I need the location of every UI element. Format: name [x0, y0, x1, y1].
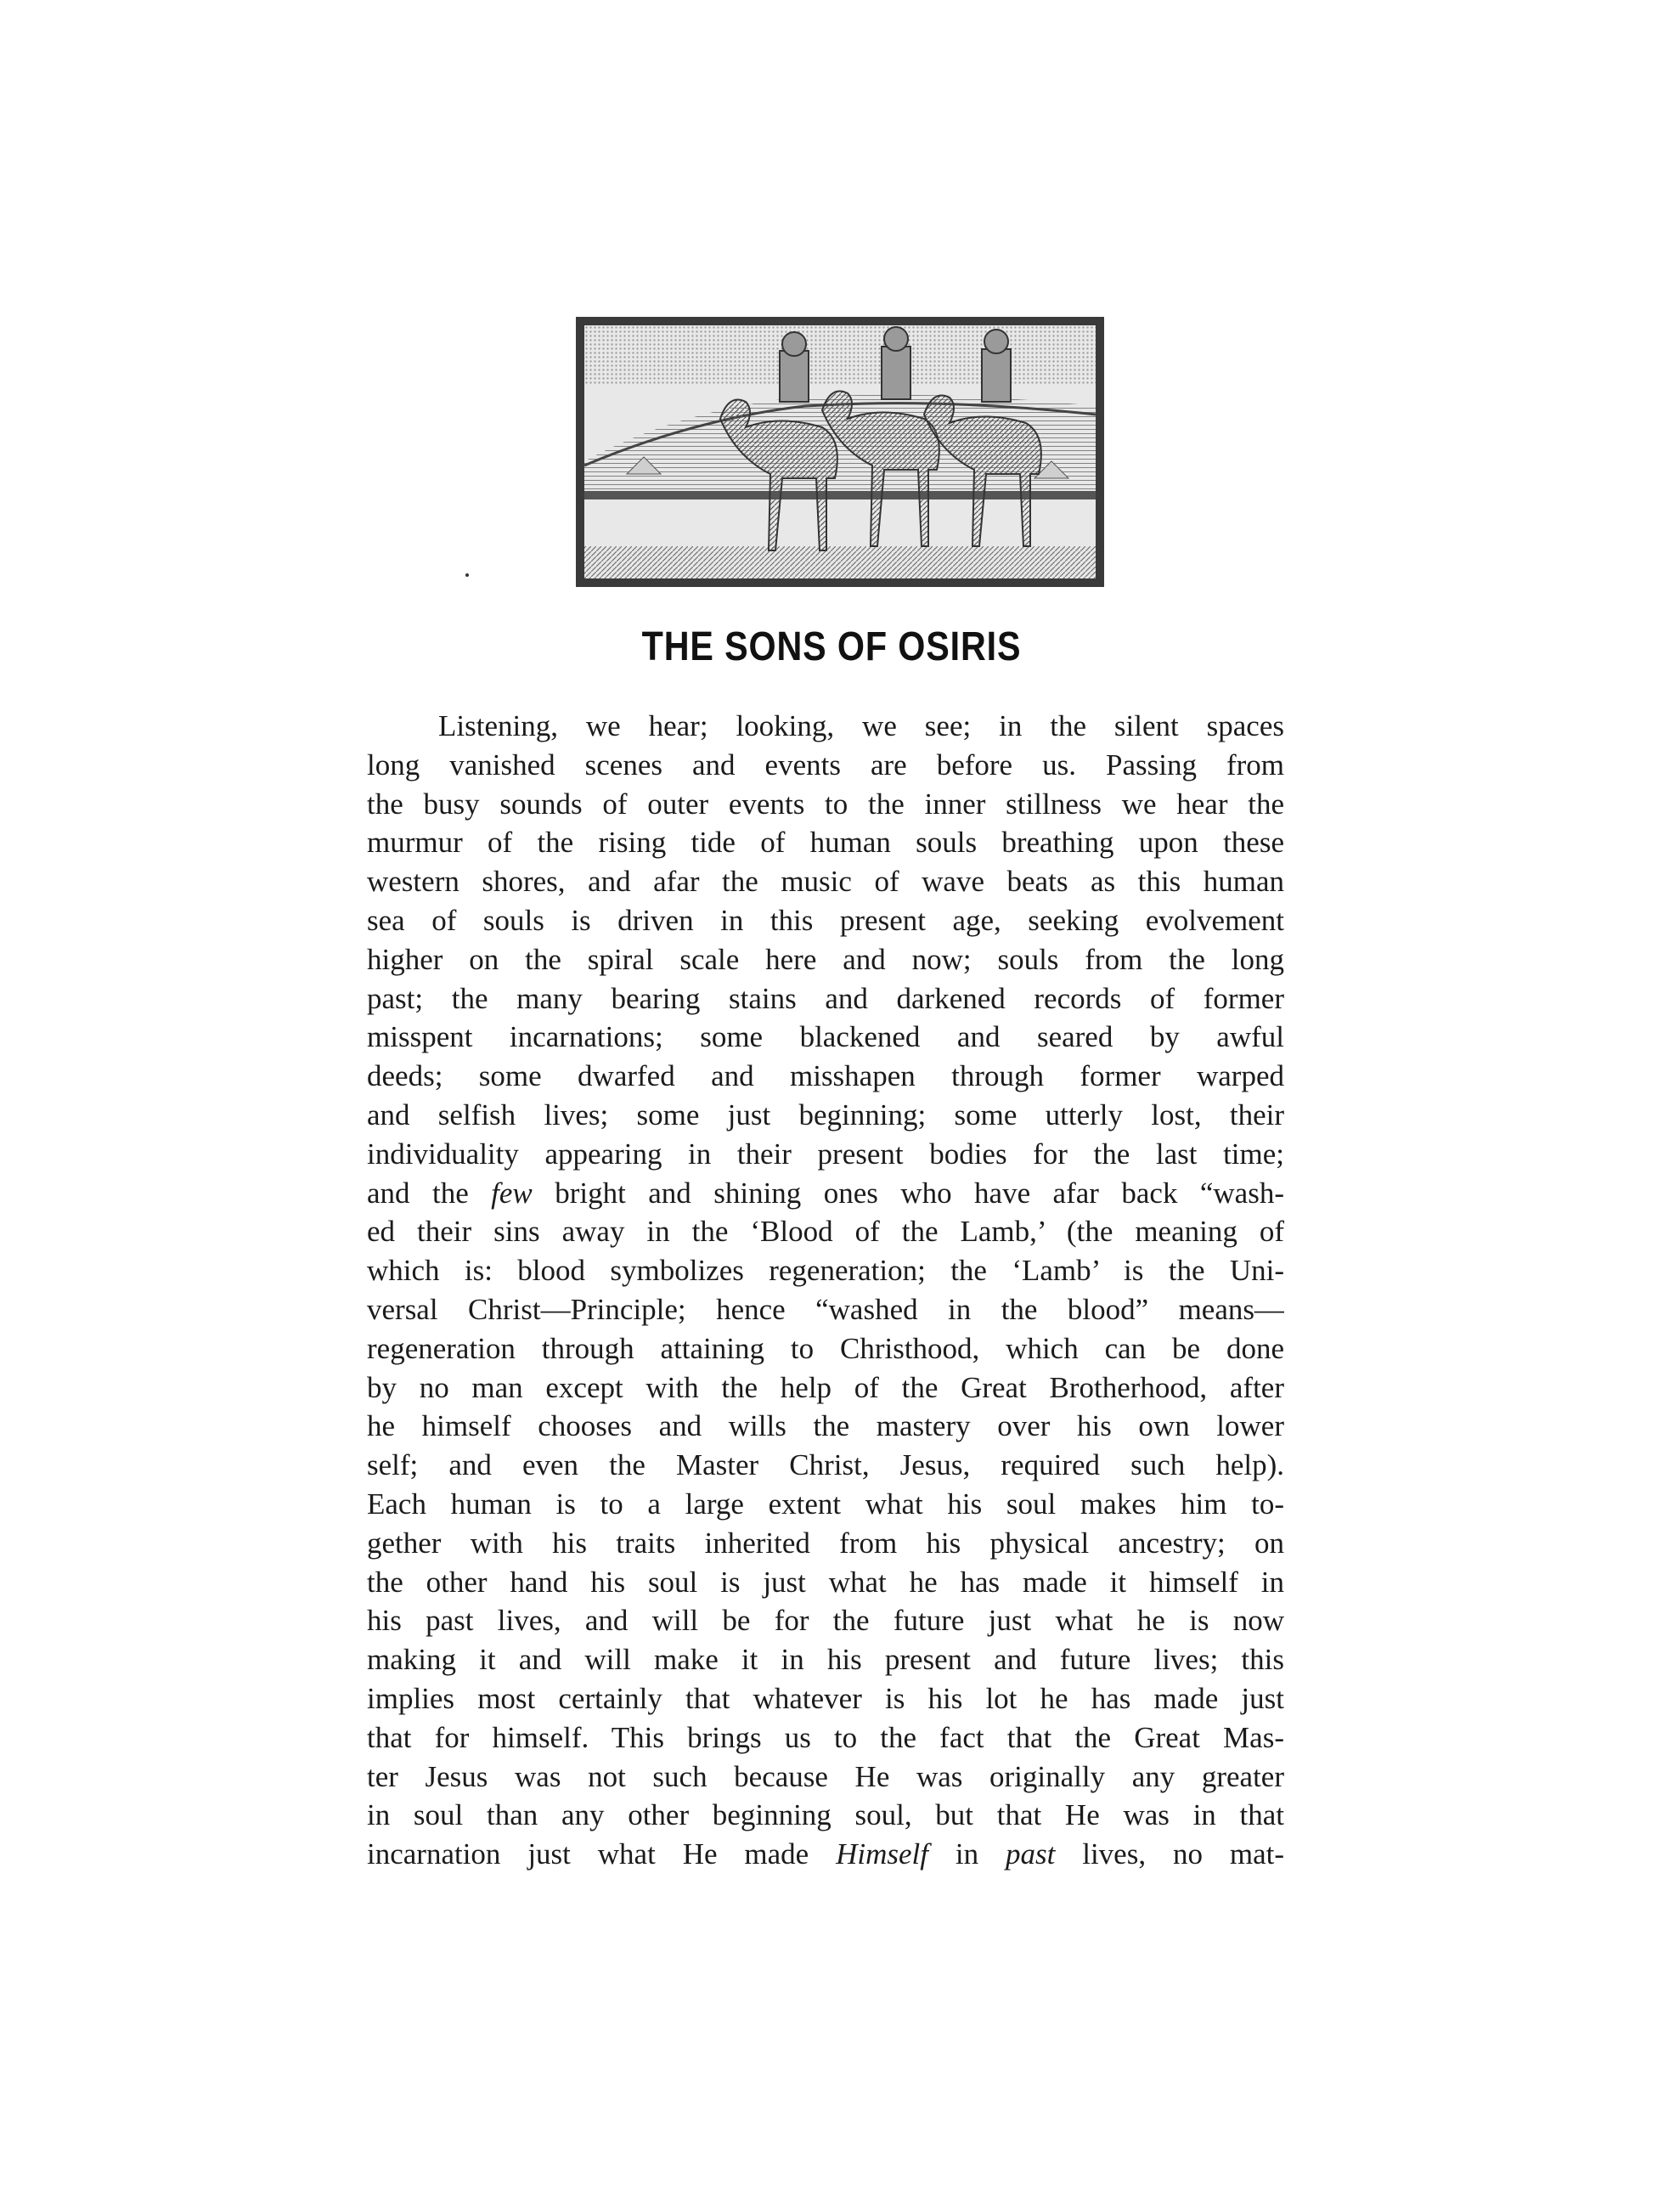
text-segment: sea of souls is driven in this present age, seeking evolvement	[367, 903, 1284, 937]
text-line	[367, 823, 1284, 862]
text-line	[367, 1135, 1284, 1174]
text-segment: that for himself. This brings us to the fact that the Great Mas-	[367, 1720, 1284, 1754]
text-line	[367, 1096, 1284, 1135]
text-line	[367, 1407, 1284, 1446]
text-segment: misspent incarnations; some blackened and seared by awful	[367, 1020, 1284, 1054]
text-segment: western shores, and afar the music of wave beats as this human	[367, 865, 1284, 899]
text-segment: in soul than any other beginning soul, but that He was in that	[367, 1798, 1284, 1832]
text-segment: his past lives, and will be for the future just what he is now	[367, 1604, 1284, 1638]
text-segment: ed their sins away in the ‘Blood of the Lamb,’ (the meaning of	[367, 1215, 1284, 1249]
text-segment: by no man except with the help of the Great Brotherhood, after	[367, 1370, 1284, 1404]
caravan-of-camels-illustration	[576, 317, 1104, 587]
text-line	[367, 901, 1284, 940]
emphasized-word: few	[491, 1176, 533, 1210]
text-line	[367, 862, 1284, 901]
text-segment: the busy sounds of outer events to the inner stillness we hear the	[367, 787, 1284, 821]
text-segment: past; the many bearing stains and darkened records of former	[367, 981, 1284, 1015]
text-segment: making it and will make it in his present and future lives; this	[367, 1643, 1284, 1677]
text-line	[367, 979, 1284, 1019]
text-segment: ter Jesus was not such because He was originally any greater	[367, 1759, 1284, 1793]
text-segment: he himself chooses and wills the mastery over his own lower	[367, 1409, 1284, 1443]
text-segment: which is: blood symbolizes regeneration; the ‘Lamb’ is the Uni-	[367, 1254, 1284, 1288]
text-line	[367, 1368, 1284, 1408]
text-line	[367, 785, 1284, 824]
text-line	[367, 1290, 1284, 1329]
text-segment: in	[927, 1837, 1006, 1871]
text-segment: long vanished scenes and events are before us. Passing from	[367, 748, 1284, 782]
text-line	[367, 1563, 1284, 1602]
text-line	[367, 1329, 1284, 1368]
text-line	[367, 1174, 1284, 1213]
text-segment: lives, no mat-	[1055, 1837, 1284, 1871]
text-line	[367, 1758, 1284, 1797]
text-segment: and selfish lives; some just beginning; some utterly lost, their	[367, 1098, 1284, 1131]
text-line	[367, 1679, 1284, 1718]
text-line	[367, 1796, 1284, 1835]
text-line	[367, 1601, 1284, 1640]
body-paragraph	[367, 707, 1284, 1874]
text-line	[367, 746, 1284, 785]
text-line	[367, 1718, 1284, 1758]
text-line	[367, 707, 1284, 746]
text-segment: incarnation just what He made	[367, 1837, 837, 1871]
emphasized-word: past	[1005, 1837, 1056, 1871]
text-line	[367, 1835, 1284, 1874]
emphasized-word: Himself	[836, 1837, 928, 1871]
text-segment: Each human is to a large extent what his soul makes him to-	[367, 1487, 1284, 1521]
text-segment: deeds; some dwarfed and misshapen through former warped	[367, 1059, 1284, 1093]
text-line	[367, 1524, 1284, 1563]
text-line	[367, 1212, 1284, 1251]
text-segment: murmur of the rising tide of human souls breathing upon these	[367, 826, 1284, 860]
text-segment: higher on the spiral scale here and now; souls from the long	[367, 942, 1284, 976]
text-line	[367, 1640, 1284, 1679]
text-line	[367, 1446, 1284, 1485]
text-line	[367, 940, 1284, 979]
text-segment: bright and shining ones who have afar back “wash-	[532, 1176, 1284, 1210]
text-segment: individuality appearing in their present bodies for the last time;	[367, 1137, 1284, 1171]
text-line	[367, 1485, 1284, 1524]
text-segment: self; and even the Master Christ, Jesus, required such help).	[367, 1448, 1284, 1482]
page-title: THE SONS OF OSIRIS	[641, 624, 1022, 669]
text-segment: regeneration through attaining to Christhood, which can be done	[367, 1331, 1284, 1365]
text-line	[367, 1018, 1284, 1057]
text-segment: gether with his traits inherited from his physical ancestry; on	[367, 1526, 1284, 1560]
stray-ink-mark	[465, 573, 469, 577]
text-line	[367, 1251, 1284, 1290]
text-segment: implies most certainly that whatever is his lot he has made just	[367, 1681, 1284, 1715]
text-segment: Listening, we hear; looking, we see; in the silent spaces	[438, 709, 1284, 742]
text-segment: versal Christ—Principle; hence “washed in the blood” means—	[367, 1292, 1284, 1326]
text-segment: the other hand his soul is just what he has made it himself in	[367, 1565, 1284, 1599]
text-segment: and the	[367, 1176, 492, 1210]
text-line	[367, 1057, 1284, 1096]
